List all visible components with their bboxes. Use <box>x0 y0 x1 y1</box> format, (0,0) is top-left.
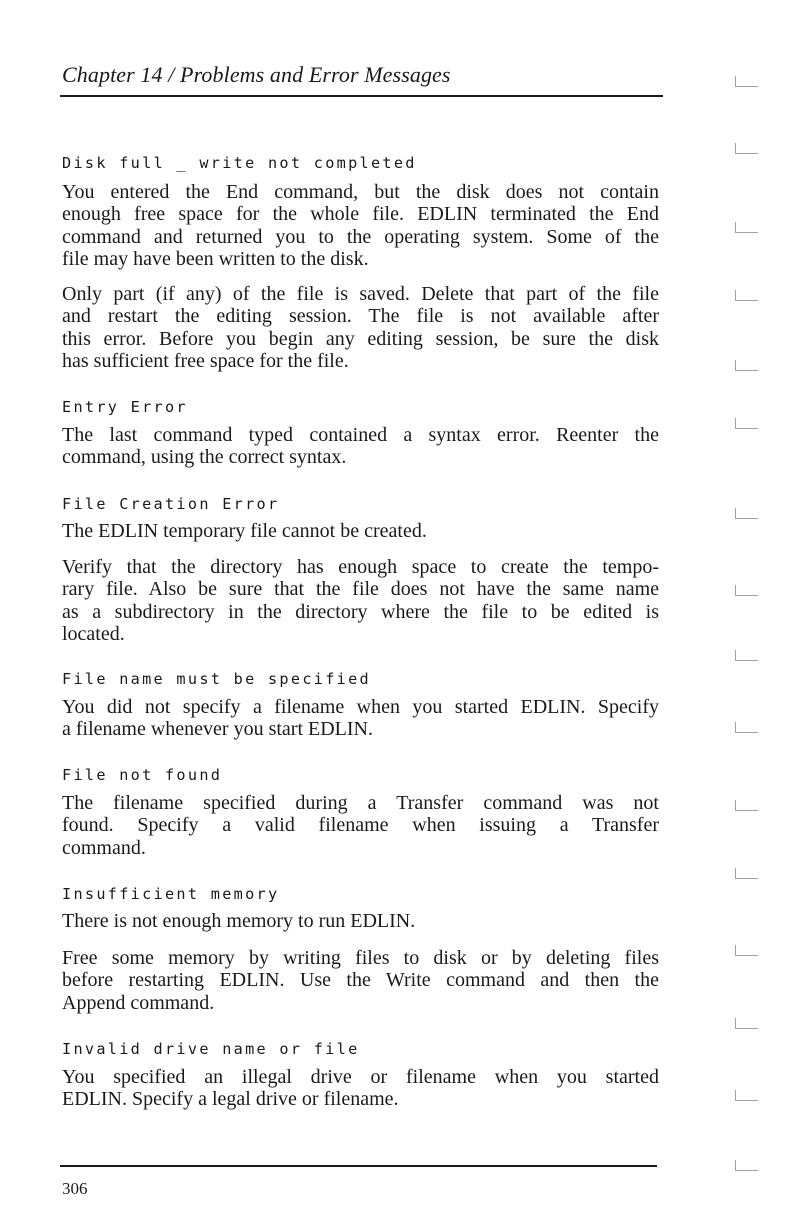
error-message-title: File Creation Error <box>62 495 280 513</box>
text-line: There is not enough memory to run EDLIN. <box>62 910 416 932</box>
footer-rule <box>60 1165 657 1167</box>
text-line: and restart the editing session. The file is not available after <box>62 305 659 328</box>
scan-artifact <box>735 76 758 87</box>
text-line: EDLIN. Specify a legal drive or filename. <box>62 1088 399 1111</box>
error-message-title: Disk full _ write not completed <box>62 154 417 172</box>
error-message-title: Insufficient memory <box>62 885 280 903</box>
scan-artifact <box>735 222 758 233</box>
text-line: before restarting EDLIN. Use the Write command and then the <box>62 969 659 992</box>
text-line: Free some memory by writing files to disk or by deleting files <box>62 947 659 969</box>
text-line: command and returned you to the operating system. Some of the <box>62 225 659 248</box>
running-header: Chapter 14 / Problems and Error Messages <box>62 62 451 87</box>
scan-artifact <box>735 945 758 956</box>
text-line: Append command. <box>62 991 215 1014</box>
scan-artifact <box>735 508 758 519</box>
paragraph <box>62 1066 659 1111</box>
text-line: found. Specify a valid filename when issuing a Transfer <box>62 814 659 837</box>
text-line: The EDLIN temporary file cannot be created. <box>62 520 427 542</box>
scan-artifact <box>735 418 758 429</box>
paragraph <box>62 910 659 932</box>
paragraph <box>62 947 659 1014</box>
text-line: The last command typed contained a syntax error. Reenter the <box>62 424 659 446</box>
text-line: command. <box>62 836 146 859</box>
scan-artifact <box>735 1018 758 1029</box>
text-line: rary file. Also be sure that the file does not have the same name <box>62 578 659 601</box>
error-message-title: File name must be specified <box>62 670 371 688</box>
text-line: You entered the End command, but the disk does not contain <box>62 181 659 203</box>
scan-artifact <box>735 1160 758 1171</box>
text-line: The filename specified during a Transfer command was not <box>62 792 659 814</box>
scan-artifact <box>735 360 758 371</box>
text-line: command, using the correct syntax. <box>62 446 347 469</box>
scan-artifact <box>735 143 758 154</box>
text-line: as a subdirectory in the directory where the file to be edited is <box>62 600 659 623</box>
text-line: enough free space for the whole file. EDLIN terminated the End <box>62 203 659 226</box>
error-message-title: Invalid drive name or file <box>62 1040 360 1058</box>
error-message-title: File not found <box>62 766 223 784</box>
paragraph <box>62 556 659 645</box>
paragraph <box>62 520 659 542</box>
scan-artifact <box>735 868 758 879</box>
text-line: this error. Before you begin any editing session, be sure the disk <box>62 327 659 350</box>
scan-artifact <box>735 650 758 661</box>
page-number: 306 <box>62 1179 88 1198</box>
paragraph <box>62 181 659 270</box>
text-line: file may have been written to the disk. <box>62 247 369 270</box>
scan-artifact <box>735 722 758 733</box>
text-line: You did not specify a filename when you started EDLIN. Specify <box>62 696 659 718</box>
header-rule <box>60 95 663 97</box>
text-line: has sufficient free space for the file. <box>62 349 349 372</box>
text-line: located. <box>62 622 125 645</box>
text-line: Verify that the directory has enough space to create the tempo- <box>62 556 659 578</box>
scan-artifact <box>735 1090 758 1101</box>
scan-artifact <box>735 290 758 301</box>
paragraph <box>62 424 659 469</box>
paragraph <box>62 792 659 859</box>
text-line: Only part (if any) of the file is saved. Delete that part of the file <box>62 283 659 305</box>
scan-artifact <box>735 800 758 811</box>
text-line: You specified an illegal drive or filename when you started <box>62 1066 659 1088</box>
scan-artifact <box>735 585 758 596</box>
paragraph <box>62 696 659 741</box>
paragraph <box>62 283 659 372</box>
error-message-title: Entry Error <box>62 398 188 416</box>
text-line: a filename whenever you start EDLIN. <box>62 718 373 741</box>
